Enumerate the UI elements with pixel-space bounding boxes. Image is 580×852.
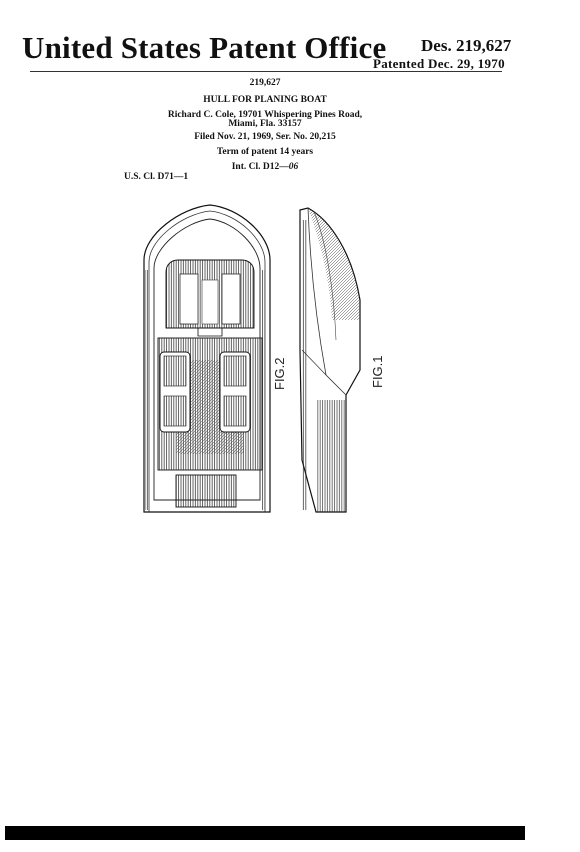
fig2-label: FIG.2 (272, 357, 287, 390)
filing-info: Filed Nov. 21, 1969, Ser. No. 20,215 (194, 132, 336, 142)
fig1-side-view (300, 208, 360, 512)
design-number: Des. 219,627 (421, 36, 512, 55)
fig2-top-view (144, 205, 270, 512)
left-seat (160, 352, 190, 432)
scan-bottom-bar (5, 826, 525, 840)
inventor-line-2: Miami, Fla. 33157 (228, 119, 302, 129)
int-cl-prefix: Int. Cl. D12— (231, 162, 289, 172)
int-classification (150, 162, 380, 172)
patent-term: Term of patent 14 years (216, 147, 314, 157)
int-cl-suffix: 06 (288, 162, 299, 172)
patented-date: Patented Dec. 29, 1970 (373, 56, 505, 71)
patent-number: 219,627 (249, 78, 281, 88)
fig1-label: FIG.1 (370, 355, 385, 388)
office-title: United States Patent Office (22, 30, 387, 65)
patent-title: HULL FOR PLANING BOAT (203, 95, 327, 105)
right-seat (220, 352, 250, 432)
header-rule (30, 71, 502, 72)
boat-drawing (120, 200, 400, 520)
us-classification: U.S. Cl. D71—1 (124, 172, 189, 182)
inventor-line-1: Richard C. Cole, 19701 Whispering Pines Road, (167, 110, 363, 120)
